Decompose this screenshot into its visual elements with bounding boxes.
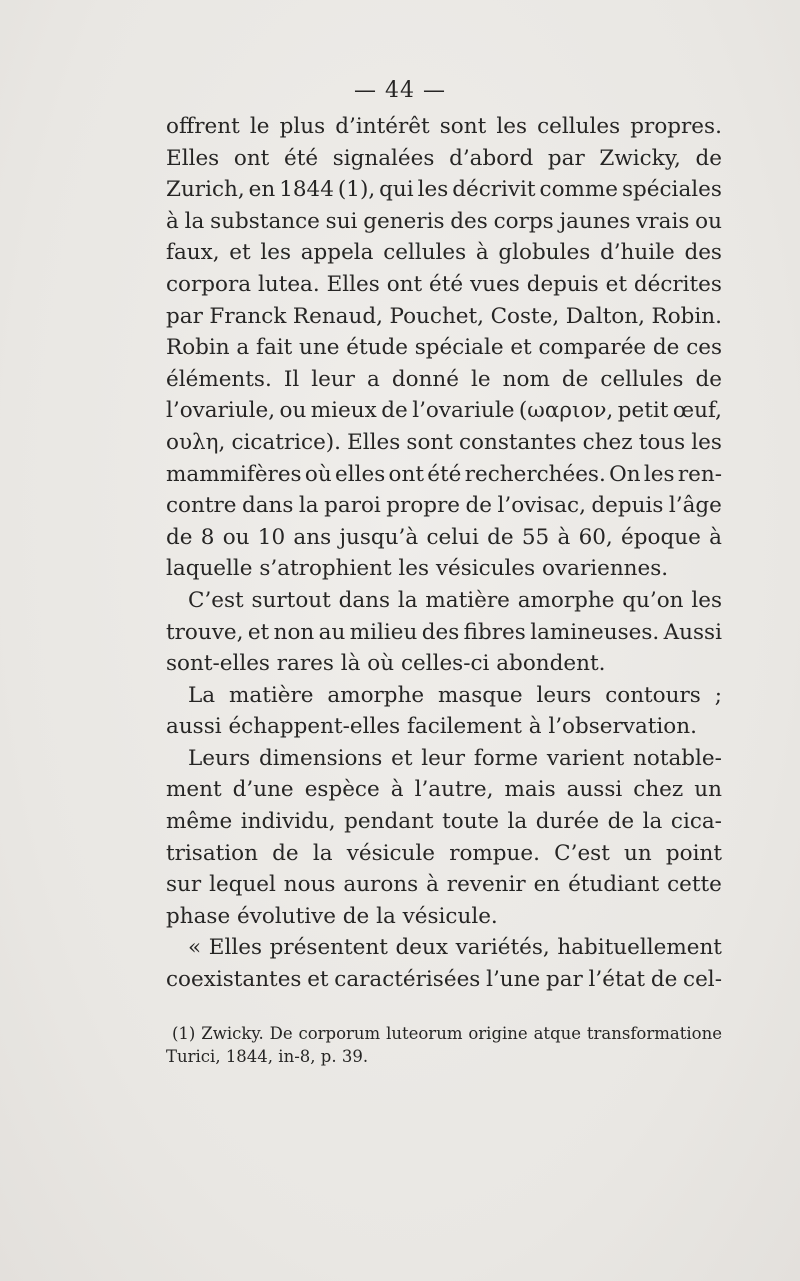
text-line: ουλη, cicatrice). Elles sont constantes chez tous les	[166, 429, 722, 455]
text-line: Elles ont été signalées d’abord par Zwicky, de	[166, 145, 722, 171]
text-line: corpora lutea. Elles ont été vues depuis et décrites	[166, 271, 722, 297]
footnote-line: Turici, 1844, in-8, p. 39.	[166, 1047, 369, 1066]
footnotes	[166, 1022, 722, 1068]
text-line: laquelle s’atrophient les vésicules ovariennes.	[166, 556, 669, 582]
text-line: phase évolutive de la vésicule.	[166, 903, 498, 929]
text-line: C’est surtout dans la matière amorphe qu’on les	[188, 587, 722, 613]
text-line: aussi échappent-elles facilement à l’observation.	[166, 714, 697, 740]
text-line: ment d’une espèce à l’autre, mais aussi chez un	[166, 777, 722, 803]
text-line: sont-elles rares là où celles-ci abondent.	[166, 651, 606, 677]
text-line: La matière amorphe masque leurs contours ;	[188, 682, 722, 708]
body-text	[166, 111, 722, 996]
text-line: Leurs dimensions et leur forme varient notable-	[188, 745, 722, 771]
text-line: Robin a fait une étude spéciale et comparée de ces	[166, 335, 722, 361]
text-line: Zurich, en 1844 (1), qui les décrivit comme spéciales	[166, 177, 722, 203]
text-line: même individu, pendant toute la durée de la cica-	[166, 809, 722, 835]
text-line: faux, et les appela cellules à globules d’huile des	[166, 240, 722, 266]
text-line: coexistantes et caractérisées l’une par l’état de cel-	[166, 967, 722, 993]
text-line: « Elles présentent deux variétés, habituellement	[188, 935, 722, 961]
page-number: — 44 —	[354, 78, 446, 103]
text-line: éléments. Il leur a donné le nom de cellules de	[166, 366, 722, 392]
footnote-line: (1) Zwicky. De corporum luteorum origine atque transformatione	[172, 1024, 722, 1043]
text-line: trisation de la vésicule rompue. C’est un point	[166, 840, 722, 866]
text-line: contre dans la paroi propre de l’ovisac, depuis l’âge	[166, 493, 722, 519]
text-line: sur lequel nous aurons à revenir en étudiant cette	[166, 872, 722, 898]
text-line: trouve, et non au milieu des fibres lamineuses. Aussi	[166, 619, 722, 645]
text-line: mammifères où elles ont été recherchées. On les ren-	[166, 461, 722, 487]
text-line: l’ovariule, ou mieux de l’ovariule (ωαριον, petit œuf,	[166, 398, 722, 424]
text-line: à la substance sui generis des corps jaunes vrais ou	[166, 208, 722, 234]
text-line: par Franck Renaud, Pouchet, Coste, Dalton, Robin.	[166, 303, 722, 329]
text-line: de 8 ou 10 ans jusqu’à celui de 55 à 60, époque à	[166, 524, 722, 550]
text-line: offrent le plus d’intérêt sont les cellules propres.	[166, 114, 722, 139]
